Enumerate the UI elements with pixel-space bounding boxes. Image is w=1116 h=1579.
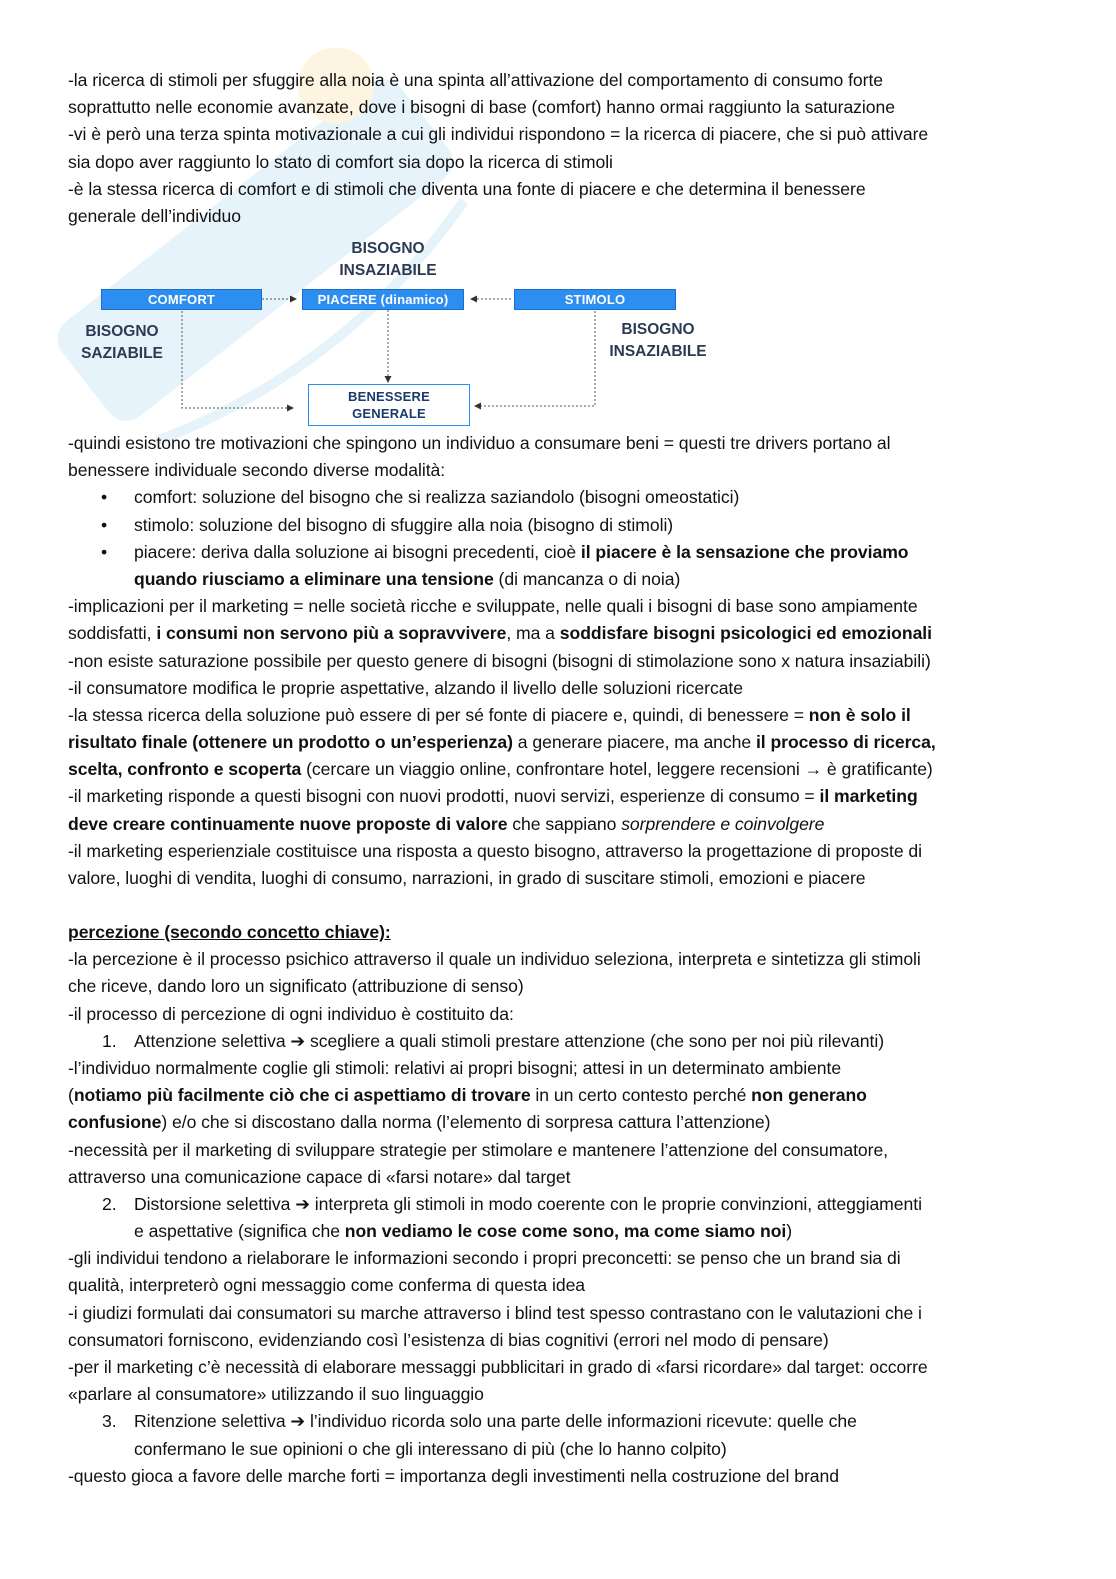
bold-text: notiamo più facilmente ciò che ci aspettiamo di trovare [73, 1085, 531, 1106]
text-line: qualità, interpreterò ogni messaggio come conferma di questa idea [68, 1275, 586, 1296]
bullet-item: • comfort: soluzione del bisogno che si realizza saziandolo (bisogni omeostatici) [68, 484, 1058, 511]
text-line: -la stessa ricerca della soluzione può essere di per sé fonte di piacere e, quindi, di benessere = non è solo il [68, 704, 911, 725]
numbered-item: 3. Ritenzione selettiva ➔ l’individuo ricorda solo una parte delle informazioni ricevute: quelle che [102, 1411, 857, 1432]
bullet-icon: • [101, 514, 108, 535]
text-line: -il marketing risponde a questi bisogni con nuovi prodotti, nuovi servizi, esperienze di consumo = il marketing [68, 786, 918, 807]
arrow-icon: ➔ [290, 1030, 306, 1051]
bold-text: il piacere è la sensazione che proviamo [580, 541, 909, 562]
text-line: (notiamo più facilmente ciò che ci aspettiamo di trovare in un certo contesto perché non generano [68, 1085, 867, 1106]
text-line: -il marketing esperienziale costituisce una risposta a questo bisogno, attraverso la progettazione di proposte di [68, 840, 922, 861]
motivations-section [68, 430, 1058, 892]
benessere-box: BENESSERE GENERALE [308, 384, 470, 426]
text-line: -la percezione è il processo psichico attraverso il quale un individuo seleziona, interpreta e sintetizza gli stimoli [68, 949, 921, 970]
bold-text: scelta, confronto e scoperta [68, 759, 302, 780]
text-line: -il consumatore modifica le proprie aspettative, alzando il livello delle soluzioni ricercate [68, 677, 743, 698]
text-line: -implicazioni per il marketing = nelle società ricche e sviluppate, nelle quali i bisogni di base sono ampiamente [68, 596, 918, 617]
text-line: sia dopo aver raggiunto lo stato di comfort sia dopo la ricerca di stimoli [68, 151, 613, 172]
text-line: consumatori forniscono, evidenziando così l’esistenza di bias cognitivi (errori nel modo di pensare) [68, 1329, 829, 1350]
bullet-icon: • [101, 541, 108, 562]
text-line: valore, luoghi di vendita, luoghi di consumo, narrazioni, in grado di suscitare stimoli, emozioni e piacere [68, 868, 866, 888]
text-line: -quindi esistono tre motivazioni che spingono un individuo a consumare beni = questi tre drivers portano al [68, 433, 891, 453]
bullet-icon: • [101, 487, 108, 508]
numbered-item: 2. Distorsione selettiva ➔ interpreta gli stimoli in modo coerente con le proprie convinzioni, atteggiamenti [102, 1193, 922, 1214]
text-line: soprattutto nelle economie avanzate, dove i bisogni di base (comfort) hanno ormai raggiunto la saturazione [68, 97, 895, 118]
left-need-label: BISOGNO SAZIABILE [81, 323, 163, 362]
text-line: generale dell’individuo [68, 205, 241, 226]
text-line: «parlare al consumatore» utilizzando il suo linguaggio [68, 1384, 484, 1405]
bold-text: non generano [751, 1085, 867, 1106]
bullet-item: • stimolo: soluzione del bisogno di sfuggire alla noia (bisogno di stimoli) [68, 512, 1058, 539]
text-line: che riceve, dando loro un significato (attribuzione di senso) [68, 976, 524, 997]
numbered-item: 1. Attenzione selettiva ➔ scegliere a quali stimoli prestare attenzione (che sono per noi più rilevanti) [102, 1030, 885, 1051]
bold-text: non vediamo le cose come sono, ma come siamo noi [344, 1221, 787, 1242]
text-line: -l’individuo normalmente coglie gli stimoli: relativi ai propri bisogni; attesi in un determinato ambiente [68, 1057, 842, 1078]
text-line: quando riusciamo a eliminare una tensione (di mancanza o di noia) [134, 568, 681, 589]
stimolo-box: STIMOLO [514, 289, 676, 310]
intro-paragraph [68, 67, 1058, 230]
bold-text: il marketing [819, 786, 918, 807]
comfort-box: COMFORT [101, 289, 262, 310]
motivation-diagram [68, 234, 768, 434]
bold-text: non è solo il [808, 704, 911, 725]
text-line: -la ricerca di stimoli per sfuggire alla noia è una spinta all’attivazione del comportamento di consumo forte [68, 70, 884, 90]
text-line: -non esiste saturazione possibile per questo genere di bisogni (bisogni di stimolazione sono x natura insaziabili) [68, 650, 931, 671]
arrow-icon: ➔ [290, 1411, 306, 1432]
bold-text: il processo di ricerca, [755, 732, 936, 753]
perception-section [68, 919, 1058, 1490]
text-line: e aspettative (significa che non vediamo le cose come sono, ma come siamo noi) [134, 1221, 793, 1242]
text-line: -i giudizi formulati dai consumatori su marche attraverso i blind test spesso contrastano con le valutazioni che i [68, 1302, 922, 1323]
text-line: -questo gioca a favore delle marche forti = importanza degli investimenti nella costruzione del brand [68, 1465, 839, 1486]
arrow-icon: ➔ [295, 1193, 310, 1214]
right-need-label: BISOGNO INSAZIABILE [609, 321, 707, 360]
text-line: deve creare continuamente nuove proposte di valore che sappiano sorprendere e coinvolgere [68, 813, 825, 834]
bold-text: quando riusciamo a eliminare una tensione [134, 568, 494, 589]
text-line: risultato finale (ottenere un prodotto o un’esperienza) a generare piacere, ma anche il processo di ricerca, [68, 732, 936, 753]
arrow-stimolo-benessere [475, 311, 595, 406]
piacere-box: PIACERE (dinamico) [302, 289, 464, 310]
bold-text: i consumi non servono più a sopravvivere [156, 623, 507, 644]
text-line: benessere individuale secondo diverse modalità: [68, 460, 446, 481]
bold-text: deve creare continuamente nuove proposte di valore [68, 813, 508, 834]
section-heading: percezione (secondo concetto chiave): [68, 922, 391, 942]
top-need-label: BISOGNO INSAZIABILE [339, 240, 437, 279]
text-line: confermano le sue opinioni o che gli interessano di più (che lo hanno colpito) [134, 1438, 727, 1459]
text-line: -necessità per il marketing di sviluppare strategie per stimolare e mantenere l’attenzione del consumatore, [68, 1139, 889, 1160]
italic-text: sorprendere e coinvolgere [621, 813, 825, 834]
bold-text: soddisfare bisogni psicologici ed emozionali [559, 623, 932, 644]
text-line: soddisfatti, i consumi non servono più a sopravvivere, ma a soddisfare bisogni psicologici ed emozionali [68, 623, 932, 644]
text-line: -vi è però una terza spinta motivazionale a cui gli individui rispondono = la ricerca di piacere, che si può attivare [68, 124, 929, 145]
bullet-item: • piacere: deriva dalla soluzione ai bisogni precedenti, cioè il piacere è la sensazione che proviamo [68, 539, 1058, 566]
bold-text: risultato finale (ottenere un prodotto o un’esperienza) [68, 732, 513, 753]
bold-text: confusione [68, 1112, 162, 1133]
text-line: -per il marketing c’è necessità di elaborare messaggi pubblicitari in grado di «farsi ricordare» dal target: occorre [68, 1357, 928, 1377]
text-line: scelta, confronto e scoperta (cercare un viaggio online, confrontare hotel, leggere recensioni → è gratificante) [68, 759, 933, 780]
text-line: confusione) e/o che si discostano dalla norma (l’elemento di sorpresa cattura l’attenzione) [68, 1112, 771, 1133]
arrow-comfort-benessere [182, 311, 293, 408]
text-line: attraverso una comunicazione capace di «farsi notare» dal target [68, 1166, 571, 1187]
text-line: -è la stessa ricerca di comfort e di stimoli che diventa una fonte di piacere e che determina il benessere [68, 178, 866, 199]
text-line: -gli individui tendono a rielaborare le informazioni secondo i propri preconcetti: se penso che un brand sia di [68, 1248, 901, 1269]
text-line: -il processo di percezione di ogni individuo è costituito da: [68, 1003, 514, 1024]
